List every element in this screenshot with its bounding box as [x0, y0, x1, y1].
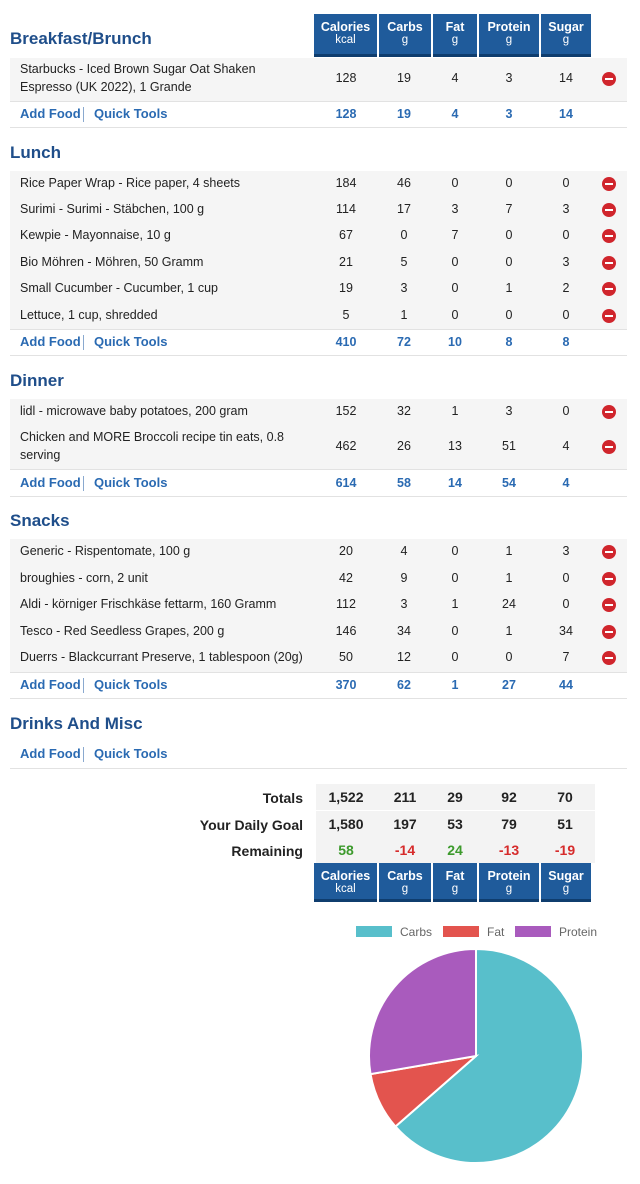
meal-total-carbs: 62 [397, 678, 411, 692]
food-carbs: 0 [400, 228, 408, 242]
pie-slice-protein [369, 949, 476, 1074]
remaining-sugar: -19 [535, 837, 595, 863]
remove-circle-icon[interactable] [602, 177, 616, 191]
food-fat: 1 [451, 597, 459, 611]
food-name[interactable]: broughies - corn, 2 unit [20, 571, 148, 585]
food-fat: 0 [451, 571, 459, 585]
meal-total-protein: 3 [505, 107, 513, 121]
meal-title-lunch: Lunch [10, 143, 61, 162]
quick-tools-link[interactable]: Quick Tools [94, 334, 168, 349]
food-row[interactable] [10, 539, 627, 567]
food-row[interactable] [10, 250, 627, 277]
link-divider [83, 107, 84, 122]
food-protein: 7 [505, 202, 513, 216]
totals-sugar: 70 [535, 784, 595, 810]
legend-label-protein: Protein [559, 925, 598, 939]
food-calories: 42 [339, 571, 353, 585]
food-fat: 4 [451, 71, 459, 85]
totals-protein: 92 [479, 784, 539, 810]
food-protein: 24 [502, 597, 516, 611]
col-calories-header: Calories kcal [314, 863, 377, 902]
remaining-calories: 58 [316, 837, 376, 863]
col-fat-header: Fat g [433, 863, 477, 902]
meal-total-calories: 614 [335, 476, 357, 490]
col-sugar-header: Sugar g [541, 863, 591, 902]
food-name[interactable]: Chicken and MORE Broccoli recipe tin eats, 0.8 serving [20, 430, 285, 462]
food-calories: 20 [339, 544, 353, 558]
food-row[interactable] [10, 592, 627, 620]
food-name[interactable]: Lettuce, 1 cup, shredded [20, 308, 158, 322]
food-name[interactable]: Kewpie - Mayonnaise, 10 g [20, 228, 171, 242]
meal-total-fat: 1 [451, 678, 459, 692]
food-calories: 112 [336, 597, 356, 611]
meal-total-fat: 14 [448, 476, 462, 490]
food-fat: 0 [451, 176, 459, 190]
meal-title-drinks: Drinks And Misc [10, 714, 143, 733]
remaining-protein: -13 [479, 837, 539, 863]
food-calories: 128 [335, 71, 357, 85]
food-carbs: 3 [400, 597, 408, 611]
meal-footer-lunch [10, 329, 627, 356]
remaining-label: Remaining [231, 843, 303, 859]
food-carbs: 3 [400, 281, 408, 295]
remove-circle-icon[interactable] [602, 203, 616, 217]
remove-circle-icon[interactable] [602, 229, 616, 243]
food-sugar: 0 [562, 404, 570, 418]
col-fat-header: Fat g [433, 14, 477, 57]
meal-total-sugar: 44 [559, 678, 573, 692]
meal-total-carbs: 19 [397, 107, 411, 121]
remove-circle-icon[interactable] [602, 598, 616, 612]
goal-calories: 1,580 [316, 811, 376, 837]
meal-total-carbs: 72 [397, 335, 411, 349]
food-row[interactable] [10, 566, 627, 593]
food-sugar: 0 [562, 571, 570, 585]
goal-sugar: 51 [535, 811, 595, 837]
food-carbs: 34 [397, 624, 411, 638]
food-name[interactable]: Surimi - Surimi - Stäbchen, 100 g [20, 202, 205, 216]
remove-circle-icon[interactable] [602, 282, 616, 296]
meal-title-breakfast: Breakfast/Brunch [10, 29, 152, 48]
add-food-link[interactable]: Add Food [20, 677, 81, 692]
macro-pie [0, 924, 640, 1184]
food-calories: 152 [335, 404, 357, 418]
meal-total-calories: 128 [335, 107, 357, 121]
food-protein: 1 [505, 624, 513, 638]
food-sugar: 7 [562, 650, 570, 664]
daily-goal-label: Your Daily Goal [199, 817, 303, 833]
food-name[interactable]: Rice Paper Wrap - Rice paper, 4 sheets [20, 176, 241, 190]
food-fat: 13 [448, 439, 462, 453]
food-sugar: 0 [562, 176, 570, 190]
food-name[interactable]: Duerrs - Blackcurrant Preserve, 1 tablespoon (20g) [20, 650, 303, 664]
food-protein: 1 [505, 571, 513, 585]
food-name[interactable]: Generic - Rispentomate, 100 g [20, 544, 191, 558]
food-calories: 19 [339, 281, 353, 295]
food-protein: 3 [505, 404, 513, 418]
col-protein-header: Protein g [479, 14, 539, 57]
food-carbs: 4 [400, 544, 408, 558]
meal-total-sugar: 4 [562, 476, 570, 490]
food-calories: 21 [339, 255, 353, 269]
meal-footer-snacks [10, 672, 627, 699]
food-sugar: 2 [562, 281, 570, 295]
food-carbs: 32 [397, 404, 411, 418]
food-sugar: 3 [562, 202, 570, 216]
remove-circle-icon[interactable] [602, 651, 616, 665]
food-row[interactable] [10, 223, 627, 251]
food-calories: 146 [335, 624, 357, 638]
quick-tools-link[interactable]: Quick Tools [94, 677, 168, 692]
remove-circle-icon[interactable] [602, 625, 616, 639]
col-carbs-header: Carbs g [379, 863, 431, 902]
quick-tools-link[interactable]: Quick Tools [94, 475, 168, 490]
totals-calories: 1,522 [316, 784, 376, 810]
meal-total-calories: 370 [335, 678, 357, 692]
food-row[interactable] [10, 399, 627, 427]
remove-circle-icon[interactable] [602, 405, 616, 419]
food-protein: 0 [505, 255, 513, 269]
totals-fat: 29 [425, 784, 485, 810]
quick-tools-link[interactable]: Quick Tools [94, 106, 168, 121]
link-divider [83, 747, 84, 762]
food-sugar: 0 [562, 308, 570, 322]
add-food-link[interactable]: Add Food [20, 475, 81, 490]
meal-total-sugar: 8 [562, 335, 570, 349]
food-protein: 1 [505, 281, 513, 295]
food-carbs: 19 [397, 71, 411, 85]
meal-total-protein: 27 [502, 678, 516, 692]
food-fat: 7 [451, 228, 459, 242]
food-row[interactable] [10, 197, 627, 224]
food-protein: 0 [505, 308, 513, 322]
meal-footer-dinner [10, 469, 627, 497]
remaining-fat: 24 [425, 837, 485, 863]
link-divider [83, 476, 84, 491]
food-calories: 5 [342, 308, 350, 322]
meal-total-sugar: 14 [559, 107, 573, 121]
food-fat: 3 [451, 202, 459, 216]
food-calories: 67 [339, 228, 353, 242]
remove-circle-icon[interactable] [602, 545, 616, 559]
food-protein: 0 [505, 650, 513, 664]
food-fat: 0 [451, 308, 459, 322]
food-name[interactable]: Bio Möhren - Möhren, 50 Gramm [20, 255, 204, 269]
remaining-carbs: -14 [375, 837, 435, 863]
link-divider [83, 678, 84, 693]
add-food-link[interactable]: Add Food [20, 746, 81, 761]
food-name[interactable]: lidl - microwave baby potatoes, 200 gram [20, 404, 248, 418]
food-sugar: 0 [562, 597, 570, 611]
food-row[interactable] [10, 426, 627, 470]
quick-tools-link[interactable]: Quick Tools [94, 746, 168, 761]
add-food-link[interactable]: Add Food [20, 334, 81, 349]
food-fat: 1 [451, 404, 459, 418]
remove-circle-icon[interactable] [602, 256, 616, 270]
food-name[interactable]: Aldi - körniger Frischkäse fettarm, 160 Gramm [20, 597, 277, 611]
meal-footer-drinks [10, 741, 627, 769]
meal-total-protein: 8 [505, 335, 513, 349]
food-protein: 1 [505, 544, 513, 558]
food-protein: 51 [502, 439, 516, 453]
food-protein: 0 [505, 228, 513, 242]
food-sugar: 0 [562, 228, 570, 242]
meal-total-calories: 410 [335, 335, 357, 349]
food-name[interactable]: Starbucks - Iced Brown Sugar Oat Shaken Espresso (UK 2022), 1 Grande [20, 62, 256, 94]
food-row[interactable] [10, 171, 627, 198]
food-sugar: 4 [562, 439, 570, 453]
add-food-link[interactable]: Add Food [20, 106, 81, 121]
food-row[interactable] [10, 276, 627, 304]
food-sugar: 3 [562, 544, 570, 558]
goal-protein: 79 [479, 811, 539, 837]
col-sugar-header: Sugar g [541, 14, 591, 57]
totals-carbs: 211 [375, 784, 435, 810]
food-carbs: 26 [397, 439, 411, 453]
remove-circle-icon[interactable] [602, 572, 616, 586]
food-name[interactable]: Tesco - Red Seedless Grapes, 200 g [20, 624, 225, 638]
remove-circle-icon[interactable] [602, 72, 616, 86]
food-fat: 0 [451, 255, 459, 269]
legend-label-carbs: Carbs [400, 925, 433, 939]
meal-title-dinner: Dinner [10, 371, 64, 390]
food-carbs: 17 [397, 202, 411, 216]
food-row[interactable] [10, 303, 627, 330]
food-row[interactable] [10, 645, 627, 673]
goal-carbs: 197 [375, 811, 435, 837]
meal-title-snacks: Snacks [10, 511, 70, 530]
food-protein: 0 [505, 176, 513, 190]
food-sugar: 14 [559, 71, 573, 85]
food-sugar: 34 [559, 624, 573, 638]
food-carbs: 5 [400, 255, 408, 269]
food-fat: 0 [451, 624, 459, 638]
food-protein: 3 [505, 71, 513, 85]
meal-total-fat: 4 [451, 107, 459, 121]
food-name[interactable]: Small Cucumber - Cucumber, 1 cup [20, 281, 218, 295]
totals-label: Totals [262, 790, 303, 806]
food-calories: 114 [336, 202, 356, 216]
food-carbs: 12 [397, 650, 411, 664]
food-row[interactable] [10, 619, 627, 646]
food-carbs: 1 [400, 308, 408, 322]
food-fat: 0 [451, 281, 459, 295]
meal-total-carbs: 58 [397, 476, 411, 490]
col-calories-header: Calories kcal [314, 14, 377, 57]
goal-fat: 53 [425, 811, 485, 837]
meal-footer-breakfast [10, 101, 627, 128]
food-fat: 0 [451, 544, 459, 558]
food-carbs: 46 [397, 176, 411, 190]
legend-label-fat: Fat [487, 925, 505, 939]
link-divider [83, 335, 84, 350]
food-sugar: 3 [562, 255, 570, 269]
food-calories: 50 [339, 650, 353, 664]
food-carbs: 9 [400, 571, 408, 585]
col-carbs-header: Carbs g [379, 14, 431, 57]
remove-circle-icon[interactable] [602, 440, 616, 454]
food-fat: 0 [451, 650, 459, 664]
remove-circle-icon[interactable] [602, 309, 616, 323]
col-protein-header: Protein g [479, 863, 539, 902]
food-calories: 184 [335, 176, 357, 190]
food-calories: 462 [335, 439, 357, 453]
food-row[interactable] [10, 58, 627, 102]
meal-total-protein: 54 [502, 476, 516, 490]
meal-total-fat: 10 [448, 335, 462, 349]
